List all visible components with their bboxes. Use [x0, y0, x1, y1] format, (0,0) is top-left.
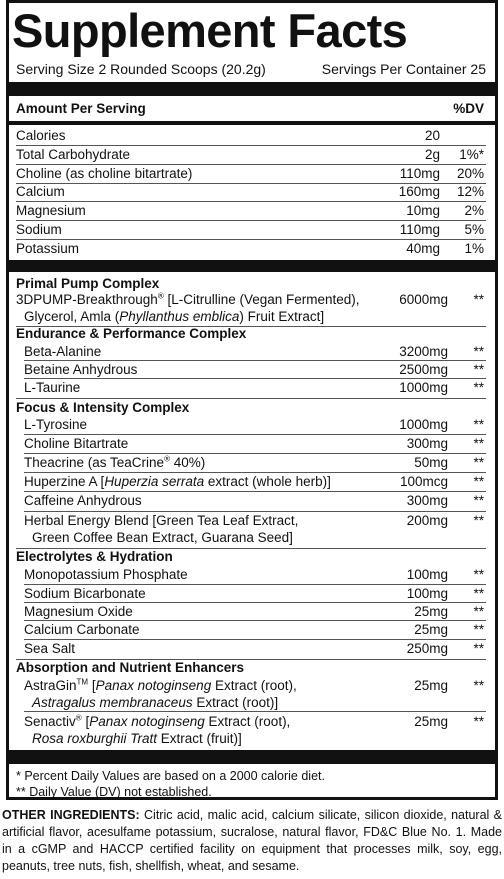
divider: [24, 602, 486, 603]
ingredient-name-text: Monopotassium Phosphate: [24, 567, 188, 582]
ingredient-name: [24, 512, 298, 529]
ingredient-amount: 250mg: [406, 641, 448, 656]
divider: [24, 711, 486, 712]
thick-divider: [9, 82, 495, 96]
nutrient-row: [16, 183, 486, 201]
ingredient-dv: **: [473, 641, 484, 656]
ingredient-name-rest: 40%): [169, 455, 206, 470]
ingredient-dv: **: [473, 567, 484, 582]
italic-text: Rosa roxburghii Tratt: [32, 731, 158, 746]
ingredient-dv: **: [473, 455, 484, 470]
divider: [24, 453, 486, 454]
ingredient-amount: 6000mg: [399, 292, 448, 307]
ingredient-name: [24, 640, 75, 657]
nutrient-amount: 20: [424, 128, 440, 143]
registered-mark: ®: [75, 713, 82, 723]
section-focus: Focus & Intensity Complex: [16, 400, 190, 415]
ingredient-name: AstraGin: [24, 678, 77, 693]
ingredient-amount: 25mg: [414, 622, 448, 637]
trademark: TM: [76, 677, 89, 687]
ingredient-row: [24, 361, 486, 379]
nutrient-row: [16, 146, 486, 164]
divider: [24, 511, 486, 512]
ingredient-dv: **: [473, 622, 484, 637]
ingredient-name-text: L-Taurine: [24, 380, 81, 395]
ingredient-dv: **: [473, 344, 484, 359]
divider: [24, 491, 486, 492]
text: [: [88, 678, 96, 693]
ingredient-name: [24, 492, 142, 509]
ingredient-dv: **: [473, 436, 484, 451]
ingredient-dv: **: [473, 380, 484, 395]
divider: [24, 378, 486, 379]
ingredient-3dpump: [16, 291, 486, 325]
ingredient-name-text: Magnesium Oxide: [24, 604, 133, 619]
ingredient-amount: 1000mg: [399, 417, 448, 432]
italic-text: Panax notoginseng: [95, 678, 212, 693]
other-ingredients-label: OTHER INGREDIENTS:: [2, 808, 140, 822]
ingredient-row: [24, 585, 486, 603]
nutrient-amount: 160mg: [398, 184, 440, 199]
nutrient-amount: 40mg: [406, 241, 440, 256]
ingredient-dv: **: [473, 362, 484, 377]
ingredient-name-line2: Green Coffee Bean Extract, Guarana Seed]: [32, 530, 293, 545]
nutrient-row: [16, 240, 486, 258]
nutrient-name: Calories: [16, 128, 66, 143]
ingredient-name: [24, 416, 87, 433]
thick-divider: [9, 750, 495, 764]
ingredient-name-text: Beta-Alanine: [24, 344, 102, 359]
ingredient-dv: **: [473, 604, 484, 619]
nutrient-dv: 1%*: [459, 147, 484, 162]
ingredient-name: [24, 343, 101, 360]
ingredient-italic: Phyllanthus emblica: [119, 309, 240, 324]
text: Extract (fruit)]: [157, 731, 242, 746]
ingredient-dv: **: [473, 513, 484, 528]
ingredient-name-text: Theacrine (as TeaCrine: [24, 455, 165, 470]
ingredient-dv: **: [473, 474, 484, 489]
ingredient-amount: 100mg: [406, 586, 448, 601]
ingredient-dv: **: [473, 714, 484, 729]
text: Extract (root),: [211, 678, 297, 693]
ingredient-dv: **: [473, 586, 484, 601]
ingredient-senactiv: [24, 713, 486, 747]
nutrient-dv: 2%: [464, 203, 484, 218]
nutrient-amount: 110mg: [399, 166, 440, 181]
nutrient-amount: 110mg: [399, 222, 440, 237]
ingredient-amount: 50mg: [414, 455, 448, 470]
ingredient-name-line2: Glycerol, Amla (: [24, 309, 120, 324]
dv-header: %DV: [453, 101, 484, 116]
ingredient-name: [24, 621, 140, 638]
ingredient-name-text: Calcium Carbonate: [24, 622, 140, 637]
nutrient-dv: 12%: [456, 184, 484, 199]
nutrient-amount: 10mg: [406, 203, 440, 218]
divider: [24, 639, 486, 640]
ingredient-name-text: Choline Bitartrate: [24, 436, 129, 451]
ingredient-name-text: Sea Salt: [24, 641, 76, 656]
amount-per-serving-header: [16, 101, 484, 116]
ingredient-name-rest: extract (whole herb)]: [204, 474, 331, 489]
ingredient-amount: 25mg: [414, 678, 448, 693]
ingredient-dv: **: [473, 678, 484, 693]
ingredient-amount: 3200mg: [399, 344, 448, 359]
other-ingredients-text: Citric acid, malic acid, calcium silicate, silicon dioxide, natural & artificial flavor, acesulfame potassium, sucralose, natural flavor, FD&C Blue No. 1. Made in a cGMP and HACCP certified facility on equipment that processes milk, soy, egg, peanuts, tree nuts, fish, shellfish, wheat, and sesame.: [2, 808, 502, 873]
servings-per-container: Servings Per Container 25: [321, 61, 486, 77]
ingredient-amount: 100mcg: [399, 474, 448, 489]
amount-per-serving-label: Amount Per Serving: [16, 101, 146, 116]
ingredient-row: [24, 435, 486, 453]
serving-size: Serving Size 2 Rounded Scoops (20.2g): [16, 61, 266, 77]
divider: [24, 360, 486, 361]
ingredient-name: [24, 454, 205, 471]
ingredient-row: [24, 603, 486, 621]
nutrient-row: [16, 221, 486, 239]
registered-mark: ®: [157, 291, 164, 301]
ingredient-astragin: [24, 677, 486, 711]
ingredient-amount: 2500mg: [399, 362, 448, 377]
ingredient-amount: 100mg: [406, 567, 448, 582]
divider: [24, 434, 486, 435]
registered-mark: ®: [164, 454, 170, 464]
text: Extract (root)]: [192, 695, 279, 710]
text: [: [81, 714, 90, 729]
ingredient-dv: **: [473, 292, 484, 307]
ingredient-name: 3DPUMP-Breakthrough: [16, 292, 158, 307]
ingredient-name-text: Caffeine Anhydrous: [24, 493, 142, 508]
divider: [24, 472, 486, 473]
ingredient-name-text: Huperzine A [: [24, 474, 105, 489]
ingredient-amount: 1000mg: [399, 380, 448, 395]
nutrient-name: Total Carbohydrate: [16, 147, 131, 162]
medium-divider: [9, 121, 495, 125]
ingredient-amount: 25mg: [414, 604, 448, 619]
text: Extract (root),: [204, 714, 291, 729]
ingredient-italic: Huperzia serrata: [104, 474, 205, 489]
thick-divider: [9, 260, 495, 272]
nutrient-name: Potassium: [16, 241, 80, 256]
ingredient-name: [24, 603, 133, 620]
other-ingredients: [2, 807, 502, 875]
section-absorption: Absorption and Nutrient Enhancers: [16, 660, 245, 675]
nutrient-name: Calcium: [16, 184, 65, 199]
nutrient-amount: 2g: [424, 147, 440, 162]
footnote-dv: * Percent Daily Values are based on a 2000 calorie diet.: [16, 769, 325, 783]
ingredient-row: [24, 343, 486, 361]
nutrient-row: [16, 202, 486, 220]
ingredient-row: [24, 379, 486, 397]
ingredient-name-text: L-Tyrosine: [24, 417, 88, 432]
ingredient-name-text: Sodium Bicarbonate: [24, 586, 146, 601]
ingredient-row: [24, 416, 486, 434]
nutrient-row: [16, 127, 486, 145]
nutrient-dv: 20%: [456, 166, 484, 181]
ingredient-name-line2-rest: ) Fruit Extract]: [239, 309, 325, 324]
ingredient-amount: 25mg: [414, 714, 448, 729]
ingredient-name: Senactiv: [24, 714, 76, 729]
ingredient-amount: 300mg: [406, 493, 448, 508]
ingredient-name: [24, 379, 80, 396]
nutrient-dv: 5%: [464, 222, 484, 237]
ingredient-row: [24, 512, 486, 546]
ingredient-row: [24, 473, 486, 491]
ingredient-amount: 200mg: [406, 513, 448, 528]
ingredient-name: [24, 435, 128, 452]
ingredient-row: [24, 640, 486, 658]
ingredient-row: [24, 566, 486, 584]
italic-text: Astragalus membranaceus: [32, 695, 193, 710]
ingredient-amount: 300mg: [406, 436, 448, 451]
nutrient-name: Magnesium: [16, 203, 86, 218]
section-endurance: Endurance & Performance Complex: [16, 326, 247, 341]
section-primal-pump: Primal Pump Complex: [16, 276, 160, 291]
ingredient-name-rest: [L-Citrulline (Vegan Fermented),: [163, 292, 360, 307]
ingredient-dv: **: [473, 493, 484, 508]
ingredient-name-text: Herbal Energy Blend [Green Tea Leaf Extract,: [24, 513, 299, 528]
nutrient-dv: 1%: [464, 241, 484, 256]
panel-title: Supplement Facts: [12, 4, 408, 57]
ingredient-row: [24, 492, 486, 510]
nutrient-row: [16, 165, 486, 183]
ingredient-name: [24, 566, 188, 583]
nutrient-name: Sodium: [16, 222, 62, 237]
nutrient-name: Choline (as choline bitartrate): [16, 166, 193, 181]
divider: [24, 620, 486, 621]
ingredient-name: [24, 473, 331, 490]
divider: [24, 584, 486, 585]
ingredient-row: [24, 621, 486, 639]
italic-text: Panax notoginseng: [89, 714, 205, 729]
ingredient-dv: **: [473, 417, 484, 432]
ingredient-name: [24, 585, 146, 602]
ingredient-name: [24, 361, 137, 378]
ingredient-name-text: Betaine Anhydrous: [24, 362, 138, 377]
ingredient-row: [24, 454, 486, 472]
serving-info: [16, 61, 486, 77]
footnote-not-established: ** Daily Value (DV) not established.: [16, 785, 212, 799]
section-electrolytes: Electrolytes & Hydration: [16, 549, 173, 564]
